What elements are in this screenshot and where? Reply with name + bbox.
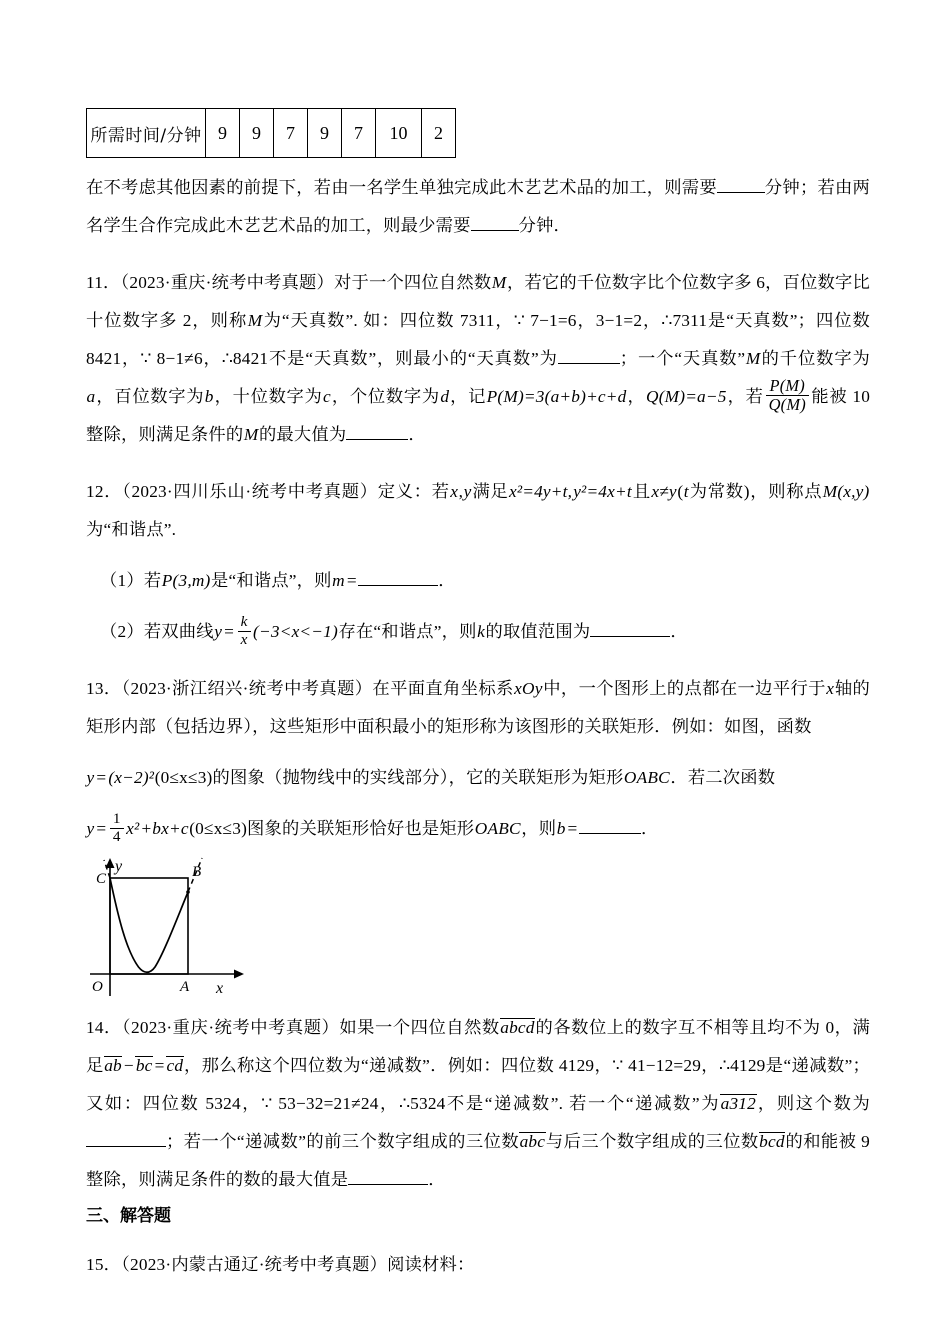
var-k: k bbox=[477, 622, 485, 642]
q11-text: 的千位数字为 bbox=[760, 349, 871, 368]
question-14-source: （2023·重庆·统考中考真题） bbox=[121, 1018, 340, 1038]
q12-part1-text: 若 bbox=[143, 571, 162, 591]
q10-line1-text: 在不考虑其他因素的前提下，若由一名学生单独完成此木艺艺术品的加工，则需要 bbox=[86, 178, 717, 197]
var-a: a bbox=[86, 387, 96, 406]
required-time-table bbox=[86, 108, 456, 158]
domain-range: (−3<x<−1) bbox=[253, 622, 338, 642]
q11-text: ，若 bbox=[727, 387, 764, 406]
var-M: M bbox=[491, 273, 507, 292]
q11-text: ， bbox=[627, 387, 646, 406]
q11-text: 不是“天真数”，则最小的“天真数”为 bbox=[268, 349, 558, 368]
q11-text: ， bbox=[642, 311, 662, 330]
question-13-formula-1 bbox=[86, 759, 870, 797]
parabola-rectangle-diagram bbox=[88, 854, 248, 1004]
q12-text: 为常数)，则称点 bbox=[689, 482, 823, 502]
q13-text: 中，一个图形上的点都在一边平行于 bbox=[543, 679, 826, 699]
answer-blank[interactable] bbox=[590, 619, 670, 637]
answer-blank[interactable] bbox=[348, 1167, 428, 1185]
overline-abc: abc bbox=[519, 1132, 546, 1152]
question-12-source: （2023·四川乐山·统考中考真题） bbox=[122, 482, 378, 502]
overline-bc: bc bbox=[135, 1056, 153, 1076]
question-14-number: 14． bbox=[86, 1018, 122, 1038]
question-14 bbox=[86, 1009, 870, 1199]
q10-line2-text-end: 分钟． bbox=[518, 216, 572, 235]
q14-example-4: ∴5324 bbox=[398, 1094, 446, 1114]
question-11-number: 11． bbox=[86, 273, 121, 292]
question-13-source: （2023·浙江绍兴·统考中考真题） bbox=[121, 679, 373, 699]
point-M: M(x,y) bbox=[822, 482, 870, 502]
var-x: x bbox=[450, 482, 459, 502]
q12-part2-text: 若双曲线 bbox=[143, 622, 214, 642]
var-y: y bbox=[86, 819, 95, 839]
q11-example-3: ∴7311 bbox=[661, 311, 708, 330]
q12-part1-text: 是“和谐点”，则 bbox=[211, 571, 332, 591]
overline-ab: ab bbox=[104, 1056, 122, 1076]
overline-abcd: abcd bbox=[500, 1018, 535, 1038]
q11-text: ，十位数字为 bbox=[214, 387, 323, 406]
q14-example-3: ∵ 53−32=21≠24 bbox=[261, 1094, 379, 1114]
fraction-denominator: Q(M) bbox=[766, 395, 809, 414]
table-cell-value: 9 bbox=[240, 109, 274, 158]
q13-text: 在平面直角坐标系 bbox=[372, 679, 514, 699]
q11-text: ， bbox=[202, 349, 222, 368]
equals-sign: = bbox=[96, 819, 107, 839]
rectangle-OABC: OABC bbox=[474, 819, 521, 839]
equals-sign: = bbox=[224, 622, 235, 642]
fraction-numerator: k bbox=[240, 613, 248, 631]
q12-text: 且 bbox=[632, 482, 651, 502]
answer-blank[interactable] bbox=[346, 422, 408, 440]
q11-example-2: 3−1=2 bbox=[595, 311, 643, 330]
q14-text: 不是“递减数”. 若一个“递减数”为 bbox=[445, 1094, 721, 1114]
overline-a312: a312 bbox=[720, 1094, 756, 1114]
definition-P: P(M)=3(a+b)+c+d bbox=[486, 387, 627, 406]
q14-text: ． bbox=[428, 1170, 446, 1190]
question-10-tail bbox=[86, 169, 870, 245]
q14-text: ，则这个数为 bbox=[756, 1094, 870, 1114]
answer-blank[interactable] bbox=[471, 213, 519, 231]
equals-sign: = bbox=[346, 571, 357, 591]
q13-text: 图象的关联矩形恰好也是矩形 bbox=[247, 819, 475, 839]
q14-text: ， bbox=[701, 1056, 719, 1076]
q12-text: 满足 bbox=[471, 482, 509, 502]
question-15-source: （2023·内蒙古通辽·统考中考真题） bbox=[121, 1255, 388, 1275]
table-cell-value: 7 bbox=[342, 109, 376, 158]
question-12-number: 12． bbox=[86, 482, 123, 502]
var-y: y bbox=[463, 482, 472, 502]
fraction-denominator: x bbox=[238, 631, 251, 648]
q13-text: ．若二次函数 bbox=[670, 768, 776, 788]
q14-text: 的和能被 9 整除，则满足条件的数的最大值是 bbox=[86, 1132, 870, 1190]
axis-label-x: x bbox=[216, 980, 224, 998]
q11-text: ，若它的千位数字比个位数字多 6，百位数字比十位数字多 2，则称 bbox=[86, 273, 870, 330]
part-label: （1） bbox=[100, 571, 144, 591]
condition-x-ne-y: x≠y bbox=[651, 482, 677, 502]
q12-text: 定义：若 bbox=[377, 482, 450, 502]
q14-text: ，那么称这个四位数为“递减数”．例如：四位数 4129， bbox=[183, 1056, 613, 1076]
q10-line2-text: 学生合作完成此木艺艺术品的加工，则最少需要 bbox=[103, 216, 471, 235]
term-x-squared: x² bbox=[126, 819, 140, 839]
q11-text: ， bbox=[576, 311, 596, 330]
question-15-number: 15． bbox=[86, 1255, 122, 1275]
q12-text: ( bbox=[677, 482, 684, 502]
question-11 bbox=[86, 264, 870, 454]
q14-text: ， bbox=[378, 1094, 399, 1114]
function-domain: (0≤x≤3) bbox=[154, 768, 213, 788]
parabola-solid-branch bbox=[110, 878, 188, 972]
q15-text: 阅读材料： bbox=[387, 1255, 475, 1275]
var-M: M bbox=[745, 349, 761, 368]
var-x: x bbox=[826, 679, 835, 699]
equation-1: x²=4y+t, bbox=[508, 482, 573, 502]
question-12-part-1 bbox=[100, 562, 870, 600]
q11-text: ，记 bbox=[449, 387, 487, 406]
q12-part2-text: 的取值范围为 bbox=[485, 622, 591, 642]
q14-text: 的各数位上的数字互不相等且均不为 0，满足 bbox=[86, 1018, 870, 1076]
minus-sign: − bbox=[123, 1056, 134, 1076]
var-b: b bbox=[556, 819, 566, 839]
var-t: t bbox=[683, 482, 689, 502]
equals-sign: = bbox=[154, 1056, 165, 1076]
parabola-endpoint-marker bbox=[186, 890, 190, 894]
var-y: y bbox=[86, 768, 95, 788]
question-12-part-2 bbox=[100, 613, 870, 651]
q11-text: 是“天真数”；四位数 8421， bbox=[86, 311, 870, 368]
q11-text: 为“天真数”. 如：四位数 7311， bbox=[262, 311, 514, 330]
coordinate-system-label: xOy bbox=[514, 679, 543, 699]
answer-blank[interactable] bbox=[579, 816, 641, 834]
q13-text: ． bbox=[640, 819, 659, 839]
table-cell-value: 9 bbox=[206, 109, 240, 158]
question-13-formula-2 bbox=[86, 810, 870, 848]
q13-text: ，则 bbox=[521, 819, 557, 839]
label-A: A bbox=[180, 979, 190, 996]
question-12 bbox=[86, 473, 870, 549]
page-content bbox=[86, 0, 870, 1284]
var-M: M bbox=[247, 311, 263, 330]
label-O: O bbox=[92, 979, 103, 996]
q11-text: ；一个“天真数” bbox=[619, 349, 746, 368]
equation-2: y²=4x+t bbox=[573, 482, 632, 502]
q12-comma: , bbox=[458, 482, 464, 502]
part-label: （2） bbox=[100, 622, 144, 642]
q14-example-1: ∵ 41−12=29 bbox=[612, 1056, 702, 1076]
question-11-source: （2023·重庆·统考中考真题） bbox=[120, 273, 334, 292]
question-13-number: 13． bbox=[86, 679, 122, 699]
x-axis-arrow bbox=[234, 970, 244, 979]
table-row bbox=[87, 109, 456, 158]
equals-sign: = bbox=[567, 819, 578, 839]
var-y: y bbox=[214, 622, 223, 642]
label-C: C bbox=[96, 871, 107, 888]
function-domain: (0≤x≤3) bbox=[189, 819, 248, 839]
q11-example-1: ∵ 7−1=6 bbox=[513, 311, 577, 330]
var-d: d bbox=[440, 387, 450, 406]
q14-text: 如果一个四位自然数 bbox=[339, 1018, 500, 1038]
q14-text: 是“递减数”；又如：四位数 5324， bbox=[86, 1056, 870, 1114]
point-P: P(3,m) bbox=[161, 571, 211, 591]
label-B: B bbox=[192, 864, 202, 881]
q14-text: ； bbox=[166, 1132, 184, 1152]
q13-text: 轴的矩形内部（包括边界），这些矩形中面积最小的矩形称为该图形的关联矩形．例如：如图，函数 bbox=[86, 679, 870, 737]
q11-text: 的最大值为 bbox=[258, 425, 347, 445]
axis-label-y: y bbox=[115, 858, 123, 876]
equals-sign: = bbox=[96, 768, 107, 788]
answer-blank[interactable] bbox=[86, 1129, 166, 1147]
function-expression: (x−2)² bbox=[108, 768, 155, 788]
answer-blank[interactable] bbox=[717, 175, 765, 193]
q13-text: 的图象（抛物线中的实线部分），它的关联矩形为矩形 bbox=[212, 768, 624, 788]
answer-blank[interactable] bbox=[358, 568, 438, 586]
q11-text: 对于一个四位自然数 bbox=[334, 273, 492, 292]
q11-text: ． bbox=[408, 425, 426, 445]
q12-part2-text: ． bbox=[670, 622, 688, 642]
fraction-k-over-x bbox=[238, 614, 251, 648]
table-cell-value: 9 bbox=[308, 109, 342, 158]
var-m: m bbox=[332, 571, 345, 591]
definition-Q: Q(M)=a−5 bbox=[646, 387, 727, 406]
table-row-label: 所需时间/分钟 bbox=[87, 109, 206, 158]
var-b: b bbox=[204, 387, 214, 406]
table-cell-value: 7 bbox=[274, 109, 308, 158]
q14-example-2: ∴4129 bbox=[718, 1056, 766, 1076]
fraction-one-quarter bbox=[110, 811, 124, 845]
q11-example-4: ∵ 8−1≠6 bbox=[140, 349, 203, 368]
q12-part1-text: ． bbox=[438, 571, 456, 591]
var-c: c bbox=[323, 387, 331, 406]
terms-bx-c: +bx+c bbox=[140, 819, 189, 839]
q11-text: ，百位数字为 bbox=[95, 387, 205, 406]
var-M: M bbox=[243, 425, 259, 445]
table-cell-value: 10 bbox=[376, 109, 422, 158]
table-cell-value: 2 bbox=[422, 109, 456, 158]
fraction-numerator: 1 bbox=[112, 810, 121, 828]
question-15 bbox=[86, 1246, 870, 1284]
q12-part2-text: 存在“和谐点”，则 bbox=[338, 622, 477, 642]
q11-example-5: ∴8421 bbox=[221, 349, 269, 368]
rectangle-OABC: OABC bbox=[623, 768, 670, 788]
fraction-numerator: P(M) bbox=[769, 376, 805, 396]
q11-text: 能被 10 整除， bbox=[86, 387, 871, 445]
q10-line1-text-end: 分钟；若由两名 bbox=[86, 178, 871, 235]
fraction-P-over-Q bbox=[766, 377, 809, 414]
question-13-figure bbox=[88, 854, 870, 1009]
q11-text: ，个位数字为 bbox=[331, 387, 440, 406]
overline-cd: cd bbox=[166, 1056, 184, 1076]
section-heading-3: 三、解答题 bbox=[86, 1206, 171, 1227]
q14-text: 与后三个数字组成的三位数 bbox=[545, 1132, 759, 1152]
fraction-denominator: 4 bbox=[110, 828, 124, 845]
q11-text: 则满足条件的 bbox=[138, 425, 244, 445]
q14-text: 若一个“递减数”的前三个数字组成的三位数 bbox=[183, 1132, 520, 1152]
answer-blank[interactable] bbox=[558, 346, 620, 364]
question-13 bbox=[86, 670, 870, 746]
q12-text: 为“和谐点”. bbox=[86, 520, 177, 540]
overline-bcd: bcd bbox=[759, 1132, 785, 1152]
